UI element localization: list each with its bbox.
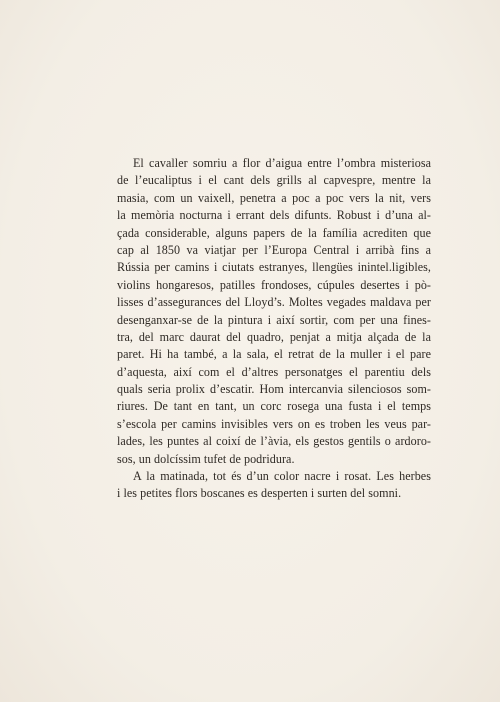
body-text: [117, 155, 431, 503]
text-line: violins hongaresos, patilles frondoses, cúpules desertes i pò-: [117, 277, 431, 292]
text-line: riures. De tant en tant, un corc rosega una fusta i el temps: [117, 399, 431, 414]
text-line: paret. Hi ha també, a la sala, el retrat de la muller i el pare: [117, 347, 431, 362]
text-line: sos, un dolcíssim tufet de podridura.: [117, 451, 295, 466]
text-line: quals seria prolix d’escatir. Hom intercanvia silenciosos som-: [117, 382, 431, 397]
text-line: Rússia per camins i ciutats estranyes, llengües inintel.ligibles,: [117, 260, 431, 275]
text-line: de l’eucaliptus i el cant dels grills al capvespre, mentre la: [117, 173, 431, 188]
paragraph-2: [117, 468, 431, 503]
text-line: A la matinada, tot és d’un color nacre i rosat. Les herbes: [133, 469, 431, 484]
text-line: El cavaller somriu a flor d’aigua entre l’ombra misteriosa: [133, 156, 431, 170]
text-line: lisses d’assegurances del Lloyd’s. Moltes vegades maldava per: [117, 295, 431, 310]
text-line: masia, com un vaixell, penetra a poc a poc vers la nit, vers: [117, 190, 431, 205]
paragraph-1: [117, 155, 431, 468]
text-line: i les petites flors boscanes es desperten i surten del somni.: [117, 486, 402, 501]
text-line: cap al 1850 va viatjar per l’Europa Central i arribà fins a: [117, 242, 431, 257]
text-line: lades, les puntes al coixí de l’àvia, els gestos gentils o ardoro-: [117, 434, 431, 449]
text-line: çada considerable, alguns papers de la família acrediten que: [117, 225, 431, 240]
text-line: s’escola per camins invisibles vers on es troben les veus par-: [117, 416, 431, 431]
text-line: tra, del marc daurat del quadro, penjat a mitja alçada de la: [117, 329, 431, 344]
text-line: desenganxar-se de la pintura i així sortir, com per una fines-: [117, 312, 431, 327]
text-line: d’aquesta, així com el d’altres personatges el parentiu dels: [117, 364, 431, 379]
text-line: la memòria nocturna i errant dels difunts. Robust i d’una al-: [117, 208, 431, 223]
